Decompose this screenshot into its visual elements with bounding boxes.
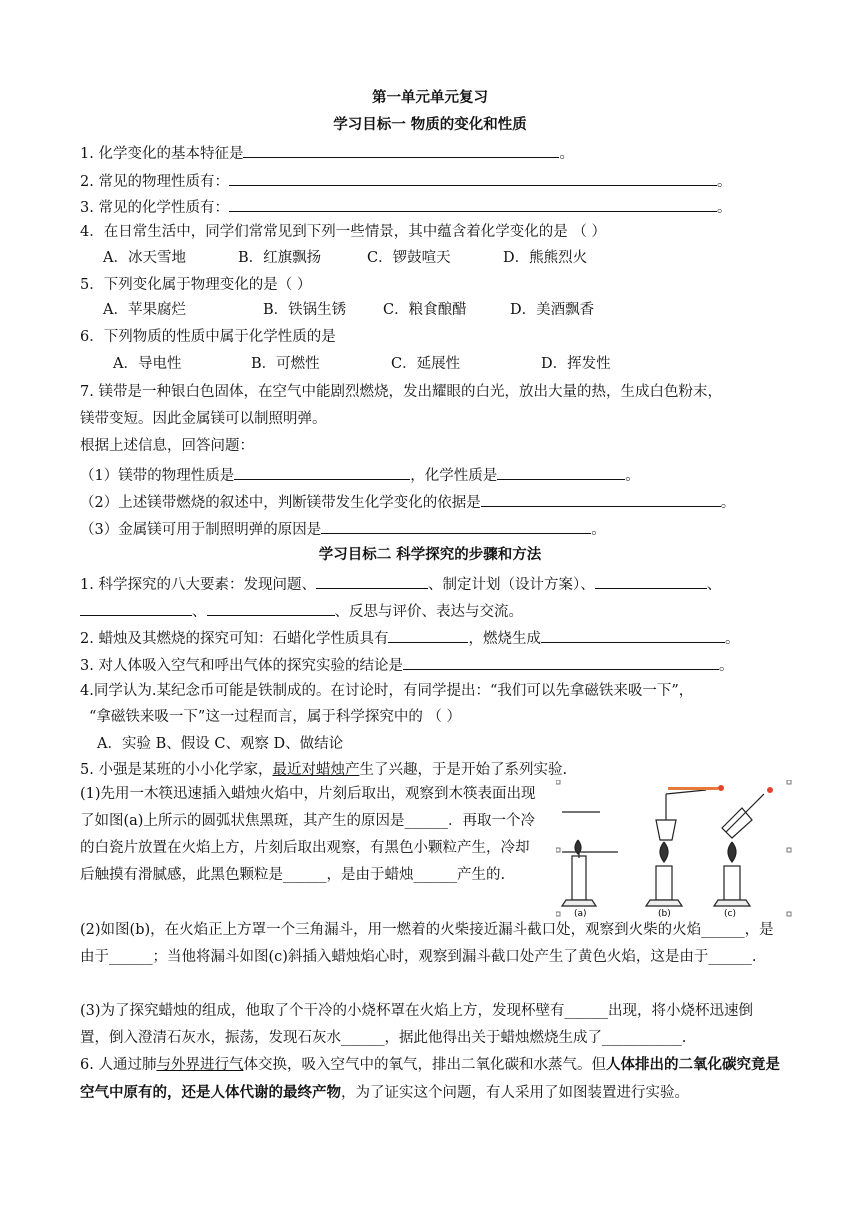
candle-a xyxy=(562,812,618,906)
part2-question-5-part-3: (3)为了探究蜡烛的组成，他取了个干冷的小烧杯罩在火焰上方，发现杯壁有______出现，将小烧杯迅速倒置，倒入澄清石灰水，振荡，发现石灰水______，据此他得出关于蜡烛燃烧生成了___________. xyxy=(80,1003,754,1046)
section-heading-2: 学习目标二 科学探究的步骤和方法 xyxy=(318,547,542,563)
option-c: C．锣鼓喧天 xyxy=(367,250,451,266)
part2-question-4-line-1: 4.同学认为.某纪念币可能是铁制成的。在讨论时，有同学提出：“我们可以先拿磁铁来吸一下”， xyxy=(80,683,694,699)
part2-question-5-part-1: (1)先用一木筷迅速插入蜡烛火焰中，片刻后取出，观察到木筷表面出现了如图(a)上所示的圆弧状焦黑斑，其产生的原因是______．再取一个冷的白瓷片放置在火焰上方，片刻后取出观察，有黑色小颗粒产生，冷却后触摸有滑腻感，此黑色颗粒是______，是由于蜡烛______产生的. xyxy=(80,786,536,883)
answer-blank xyxy=(207,601,335,616)
figure-label-a: (a) xyxy=(574,909,587,919)
option-a: A．苹果腐烂 xyxy=(103,302,186,318)
question-3: 3. 常见的化学性质有： 。 xyxy=(80,197,731,217)
question-5-options xyxy=(103,301,595,319)
question-2: 2. 常见的物理性质有： 。 xyxy=(80,171,731,191)
part2-question-4-options: A．实验 B、假设 C、观察 D、做结论 xyxy=(97,736,344,752)
section-heading-1: 学习目标一 物质的变化和性质 xyxy=(333,117,527,133)
answer-blank xyxy=(497,465,625,480)
question-4-options xyxy=(103,249,588,267)
part2-question-5-part-2: (2)如图(b)，在火焰正上方罩一个三角漏斗，用一燃着的火柴接近漏斗截口处，观察到火柴的火焰______，是由于______；当他将漏斗如图(c)斜插入蜡烛焰心时，观察到漏斗截口处产生了黄色火焰，这是由于______. xyxy=(80,922,774,965)
question-6: 6．下列物质的性质中属于化学性质的是 xyxy=(80,329,336,345)
question-7-sub-2: （2）上述镁带燃烧的叙述中，判断镁带发生化学变化的依据是 。 xyxy=(80,492,735,512)
question-7-sub-1: （1）镁带的物理性质是 ，化学性质是 。 xyxy=(80,465,640,485)
handle-markers xyxy=(556,780,791,916)
question-1: 1. 化学变化的基本特征是 。 xyxy=(80,143,574,163)
option-d: D．美酒飘香 xyxy=(510,302,595,318)
question-4: 4．在日常生活中，同学们常常见到下列一些情景，其中蕴含着化学变化的是 （ ） xyxy=(80,224,606,240)
option-b: B．红旗飘扬 xyxy=(238,250,322,266)
answer-blank xyxy=(229,197,717,212)
candle-experiment-figure xyxy=(556,780,792,920)
option-b: B．可燃性 xyxy=(251,356,320,372)
part2-question-3: 3. 对人体吸入空气和呼出气体的探究实验的结论是 。 xyxy=(80,655,733,675)
part2-question-5-intro: 5. 小强是某班的小小化学家，最近对蜡烛产生了兴趣，于是开始了系列实验. xyxy=(80,762,568,778)
option-d: D．熊熊烈火 xyxy=(503,250,588,266)
option-a: A．导电性 xyxy=(113,356,182,372)
candle-c xyxy=(714,794,764,906)
answer-blank xyxy=(595,574,707,589)
part2-question-2: 2. 蜡烛及其燃烧的探究可知：石蜡化学性质具有 ，燃烧生成 。 xyxy=(80,628,739,648)
answer-blank xyxy=(321,519,591,534)
answer-blank xyxy=(388,628,468,643)
question-6-options xyxy=(113,355,611,373)
page-title: 第一单元单元复习 xyxy=(372,90,488,106)
question-7-line-2: 镁带变短。因此金属镁可以制照明弹。 xyxy=(80,411,327,427)
option-a: A．冰天雪地 xyxy=(103,250,186,266)
part2-question-6: 6. 人通过肺与外界进行气体交换，吸入空气中的氧气，排出二氧化碳和水蒸气。但人体排出的二氧化碳究竟是空气中原有的，还是人体代谢的最终产物，为了证实这个问题，有人采用了如图装置进行实验。 xyxy=(80,1056,780,1101)
answer-blank xyxy=(481,492,721,507)
match-flame-b xyxy=(668,785,724,791)
question-7-line-1: 7. 镁带是一种银白色固体，在空气中能剧烈燃烧，发出耀眼的白光，放出大量的热，生成白色粉末， xyxy=(80,384,722,400)
figure-label-b: (b) xyxy=(658,909,671,919)
question-7-prompt: 根据上述信息，回答问题： xyxy=(80,438,254,454)
question-7-sub-3: （3）金属镁可用于制照明弹的原因是 。 xyxy=(80,519,606,539)
option-b: B．铁锅生锈 xyxy=(263,302,347,318)
option-c: C．延展性 xyxy=(391,356,461,372)
answer-blank xyxy=(316,574,428,589)
part2-question-1-line-2: 、 、反思与评价、表达与交流。 xyxy=(80,601,523,621)
answer-blank xyxy=(229,171,717,186)
question-5: 5．下列变化属于物理变化的是（ ） xyxy=(80,277,312,293)
figure-label-c: (c) xyxy=(724,909,736,919)
candle-b xyxy=(646,790,706,906)
answer-blank xyxy=(234,465,410,480)
option-c: C．粮食酿醋 xyxy=(383,302,467,318)
answer-blank xyxy=(80,601,192,616)
match-flame-c xyxy=(767,787,773,793)
answer-blank xyxy=(403,655,719,670)
part2-question-1-line-1: 1. 科学探究的八大要素：发现问题、 、制定计划（设计方案）、 、 xyxy=(80,574,721,594)
answer-blank xyxy=(243,143,559,158)
option-d: D．挥发性 xyxy=(541,356,611,372)
answer-blank xyxy=(541,628,725,643)
part2-question-4-line-2: “拿磁铁来吸一下”这一过程而言，属于科学探究中的 （ ） xyxy=(89,709,462,725)
